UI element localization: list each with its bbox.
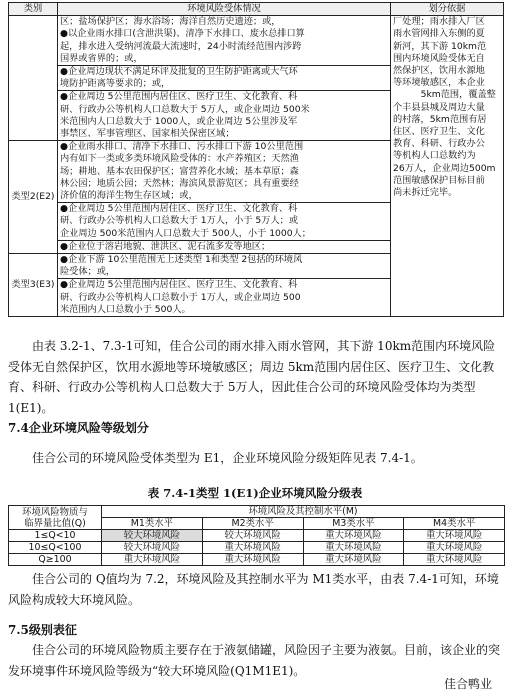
risk-cell: 较大环境风险 [202,530,303,542]
basis-line: 围内环境风险受体无自 [393,52,485,64]
corner-header [9,506,102,530]
col-header-m4: M4类水平 [404,518,505,530]
basis-line: 尚未拆迁完毕。 [393,187,458,199]
corner-header-line2: 临界量比值(Q) [24,517,86,529]
risk-cell: 重大环境风险 [202,542,303,554]
table-row [9,542,505,554]
risk-cell: 重大环境风险 [404,530,505,542]
group-header: 环境风险及其控制水平(M) [102,506,505,518]
risk-cell: 重大环境风险 [404,554,505,566]
type-cell-e2 [9,141,58,254]
q-range: 10≤Q<100 [9,542,102,554]
basis-line: 教育、科研、行政办公 [393,138,485,150]
type-label-e2: 类型2(E2) [11,191,55,203]
receptor-line: 起，排水进入受纳河流最大流速时，24小时流经范围内涉跨 [60,40,302,52]
risk-grading-table [8,505,505,566]
col-header-m1: M1类水平 [102,518,203,530]
q-range: 1≤Q<10 [9,530,102,542]
risk-receptor-table [8,2,504,317]
basis-line: 厂处理；雨水排入厂区 [393,16,485,28]
receptor-line: 险受体；或， [60,266,116,278]
risk-cell: 重大环境风险 [303,542,404,554]
type-label-e3: 类型3(E3) [11,278,55,290]
risk-cell: 重大环境风险 [202,554,303,566]
type-cell-e1 [9,16,58,141]
receptor-line: 区；盐场保护区；海水浴场；海洋自然历史遗迹；或， [60,16,281,28]
col-header-receptor: 环境风险受体情况 [58,3,391,16]
basis-line: 26万人，企业周边500m [393,162,496,174]
basis-line: 个丰县县城及周边大量 [393,101,485,113]
basis-line: 新河，其下游 10km范 [393,40,487,52]
risk-cell: 重大环境风险 [404,542,505,554]
risk-cell: 较大环境风险 [102,542,203,554]
receptor-line: ●企业下游 10公里范围无上述类型 1和类型 2包括的环境风 [60,254,303,266]
receptor-cell-e3 [58,254,391,317]
paragraph-receptor-conclusion: 由表 3.2-1、7.3-1可知，佳合公司的雨水排入雨水管网，其下游 10km范围内环境风险受体无自然保护区，饮用水源地等环境敏感区；周边 5km范围内居住区、医疗卫生、文化教育、科研、行政办公等机构人口总数大于 5万人，因此佳合公司的环境风险受体均为类型 1(E1)。 [8,339,496,415]
receptor-line: 济价值的海洋生物生存区域；或， [60,190,198,202]
paragraph-matrix-intro: 佳合公司的环境风险受体类型为 E1，企业环境风险分级矩阵见表 7.4-1。 [32,451,423,465]
receptor-line: 企业周边 500米范围内人口总数大于 500人，小于 1000人； [60,227,311,239]
basis-cell [391,16,504,317]
receptor-cell-e1 [58,16,391,141]
col-header-type: 类别 [9,3,58,16]
footer-company: 佳合鸭业 [443,677,492,691]
col-header-m3: M3类水平 [303,518,404,530]
receptor-line: 林公园；地质公园；天然林；海滨风景游览区；具有重要经 [60,177,299,189]
basis-line: 5km范围，覆盖整 [420,89,496,101]
heading-7-4: 7.4企业环境风险等级划分 [8,421,149,435]
col-header-basis: 划分依据 [391,3,504,16]
q-range: Q≥100 [9,554,102,566]
receptor-line: 研、行政办公等机构人口总数大于 1万人，小于 5万人；或 [60,215,299,227]
receptor-cell-e2 [58,141,391,254]
receptor-line: ●企业周边 5公里范围内居住区、医疗卫生、文化教育、科 [60,203,298,215]
receptor-line: 米范围内人口总数小于 500人。 [60,303,191,315]
receptor-line: 事禁区、军事管理区、国家相关保密区域； [60,128,235,140]
receptor-line: 内有如下一类或多类环境风险受体的：水产养殖区；天然渔 [60,153,299,165]
receptor-line: ●企业周边 5公里范围内居住区、医疗卫生、文化教育、科 [60,91,298,103]
receptor-line: ●以企业雨水排口(含泄洪渠)、清净下水排口、废水总排口算 [60,28,305,40]
receptor-line: 国界或省界的；或， [60,52,143,64]
receptor-line: ●企业周边 5公里范围内居住区、医疗卫生、文化教育、科 [60,279,298,291]
risk-cell: 较大环境风险 [102,530,203,542]
basis-line: 等机构人口总数约为 [393,150,476,162]
paragraph-q-value: 佳合公司的 Q值均为 7.2，环境风险及其控制水平为 M1类水平，由表 7.4-1可知，环境风险构成较大环境风险。 [8,572,499,607]
risk-cell: 重大环境风险 [102,554,203,566]
table-row [9,554,505,566]
receptor-line: 米范围内人口总数大于 1000人，或企业周边 5公里涉及军 [60,115,298,127]
col-header-m2: M2类水平 [202,518,303,530]
basis-line: 雨水管网排入东侧的夏 [393,28,485,40]
basis-line: 等环境敏感区，本企业 [393,77,485,89]
heading-7-5: 7.5级别表征 [8,623,77,637]
receptor-line: ●企业雨水排口、清净下水排口、污水排口下游 10公里范围 [60,141,304,153]
receptor-line: ●企业周边现状不满足环评及批复的卫生防护距离或大气环 [60,66,298,78]
receptor-line: 场；耕地、基本农田保护区；富营养化水域；基本草原；森 [60,165,299,177]
risk-cell: 重大环境风险 [303,554,404,566]
basis-line: 住区、医疗卫生、文化 [393,126,485,138]
receptor-line: ●企业位于溶岩地貌、泄洪区、泥石流多发等地区； [60,240,271,252]
basis-line: 的村落，5km范围有居 [393,113,487,125]
basis-line: 范围敏感保护目标目前 [393,174,485,186]
paragraph-level-summary: 佳合公司的环境风险物质主要存在于液氨储罐，风险因子主要为液氨。目前，该企业的突发环境事件环境风险等级为“较大环境风险(Q1M1E1)。 [8,643,501,678]
basis-line: 然保护区，饮用水源地 [393,65,485,77]
receptor-line: 研、行政办公等机构人口总数小于 1万人，或企业周边 500 [60,291,301,303]
table-caption: 表 7.4-1类型 1(E1)企业环境风险分级表 [147,486,363,500]
table-row [9,530,505,542]
receptor-line: 研、行政办公等机构人口总数大于 5万人，或企业周边 500米 [60,103,310,115]
type-cell-e3 [9,254,58,317]
risk-cell: 重大环境风险 [303,530,404,542]
receptor-line: 境防护距离等要求的；或， [60,78,171,90]
corner-header-line1: 环境风险物质与 [22,506,88,518]
